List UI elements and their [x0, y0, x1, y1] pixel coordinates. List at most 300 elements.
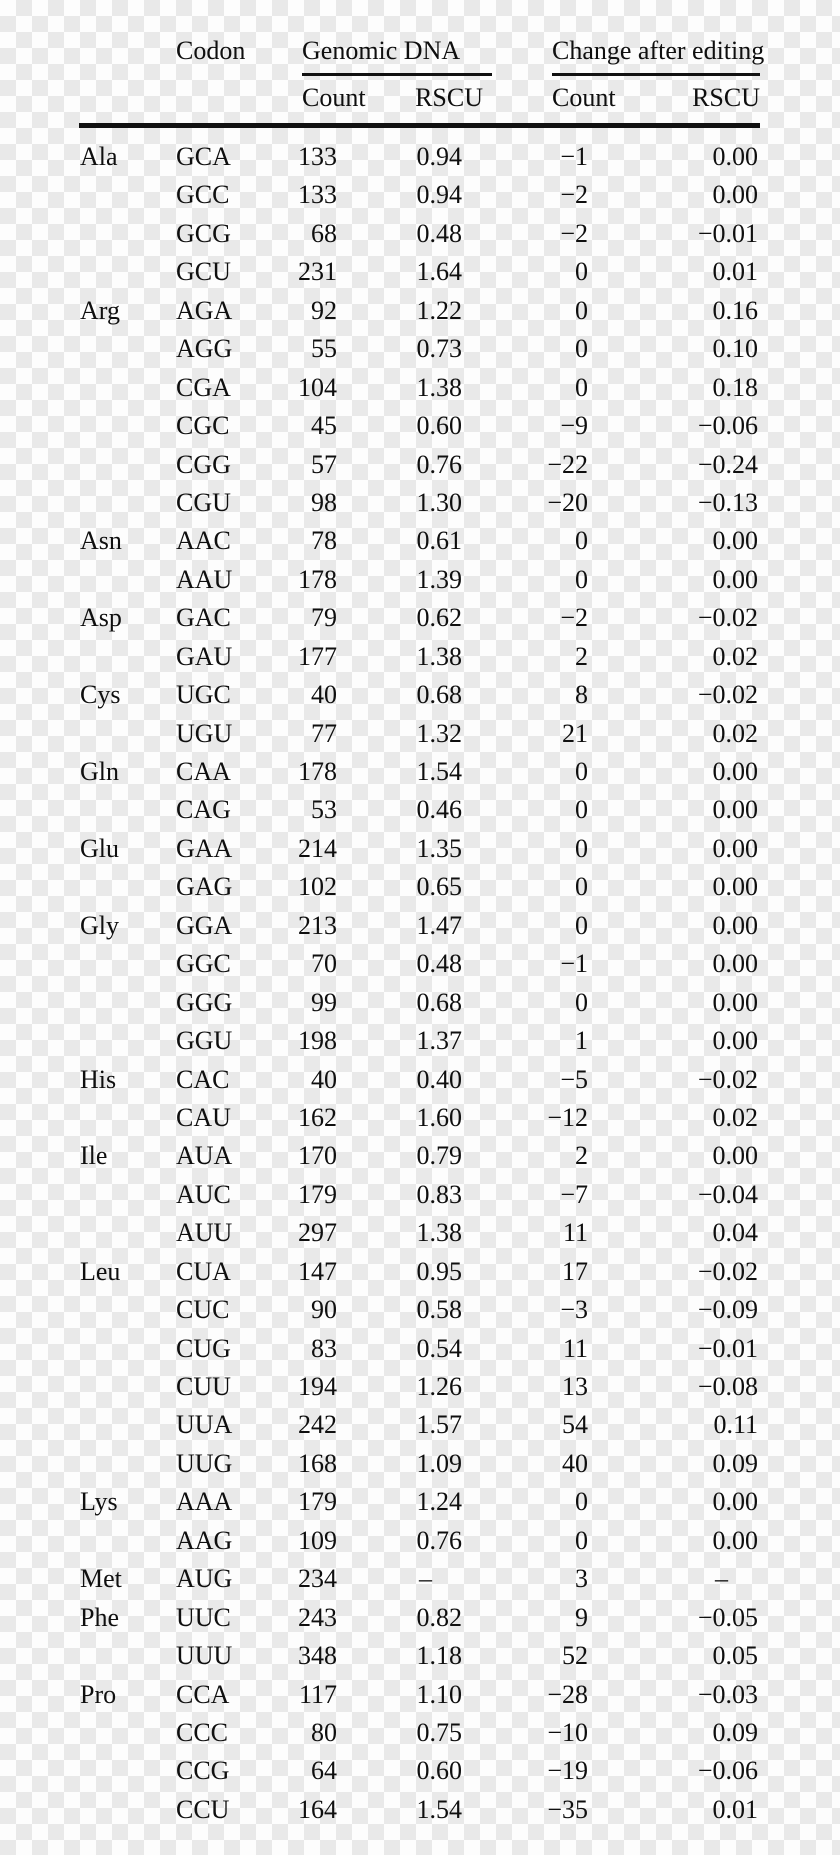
amino-acid-label — [79, 1214, 176, 1252]
genomic-rscu-cell: 1.38 — [416, 1218, 462, 1248]
column-header-change-rscu: RSCU — [692, 83, 760, 112]
genomic-rscu-cell: 0.48 — [416, 218, 462, 248]
genomic-count-cell: 133 — [298, 180, 337, 210]
amino-acid-label — [79, 638, 176, 676]
amino-acid-label: Gln — [80, 757, 119, 786]
genomic-count-cell: 53 — [311, 795, 337, 825]
change-count-cell: 2 — [575, 641, 588, 671]
amino-acid-label — [79, 1368, 176, 1406]
change-rscu-cell: 0.16 — [712, 295, 758, 325]
change-count-cell: −2 — [560, 218, 588, 248]
genomic-rscu-cell: 1.38 — [416, 641, 462, 671]
codon-cell: GCU — [176, 257, 231, 287]
table-row — [79, 1176, 760, 1214]
change-rscu-cell: −0.01 — [697, 218, 758, 248]
amino-acid-label — [79, 1445, 176, 1483]
codon-cell: AUA — [176, 1141, 233, 1171]
amino-acid-label: Glu — [80, 833, 119, 863]
amino-acid-label: Ala — [80, 142, 118, 171]
codon-cell: UUA — [176, 1410, 233, 1440]
genomic-rscu-cell: 0.76 — [416, 1525, 462, 1555]
table-row — [79, 984, 760, 1022]
table-row — [79, 369, 760, 407]
change-rscu-cell: 0.00 — [712, 910, 758, 940]
change-rscu-cell: −0.02 — [697, 1256, 758, 1286]
genomic-rscu-cell: 1.54 — [416, 757, 462, 786]
change-count-cell: −22 — [547, 449, 588, 479]
genomic-count-cell: 104 — [298, 372, 337, 402]
change-count-cell: 0 — [575, 872, 588, 902]
genomic-count-cell: 40 — [311, 680, 337, 710]
codon-cell: AGA — [176, 295, 233, 325]
codon-cell: GAA — [176, 833, 233, 863]
genomic-count-cell: 179 — [298, 1179, 337, 1209]
change-rscu-cell: – — [715, 1564, 728, 1594]
genomic-count-cell: 348 — [298, 1641, 337, 1671]
change-count-cell: 3 — [575, 1564, 588, 1594]
change-count-cell: 0 — [575, 257, 588, 287]
table-row — [79, 1137, 760, 1175]
table-row — [79, 1483, 760, 1521]
change-count-cell: 11 — [562, 1218, 588, 1248]
amino-acid-label — [79, 1714, 176, 1752]
codon-cell: GAU — [176, 641, 233, 671]
amino-acid-label — [79, 369, 176, 407]
table-row — [79, 253, 760, 291]
amino-acid-label — [79, 791, 176, 829]
table-row — [79, 1560, 760, 1598]
table-row — [79, 715, 760, 753]
genomic-rscu-cell: 1.37 — [416, 1026, 462, 1056]
change-rscu-cell: −0.01 — [697, 1333, 758, 1363]
genomic-count-cell: 164 — [298, 1794, 337, 1824]
codon-cell: CGC — [176, 411, 230, 441]
codon-cell: CCA — [176, 1679, 230, 1709]
genomic-rscu-cell: 0.40 — [416, 1064, 462, 1094]
change-rscu-cell: −0.06 — [697, 411, 758, 441]
column-header-change-count: Count — [552, 83, 616, 112]
codon-cell: AAA — [176, 1487, 233, 1517]
genomic-count-cell: 133 — [298, 142, 337, 171]
codon-cell: CAU — [176, 1102, 231, 1132]
genomic-rscu-cell: 0.62 — [416, 603, 462, 633]
codon-cell: GCA — [176, 142, 231, 171]
table-row — [79, 407, 760, 445]
genomic-count-cell: 147 — [298, 1256, 337, 1286]
codon-cell: GCC — [176, 180, 230, 210]
genomic-rscu-cell: 0.76 — [416, 449, 462, 479]
amino-acid-label — [79, 1291, 176, 1329]
codon-cell: GAC — [176, 603, 231, 633]
genomic-rscu-cell: 1.32 — [416, 718, 462, 748]
codon-cell: CUA — [176, 1256, 231, 1286]
codon-cell: CAC — [176, 1064, 230, 1094]
codon-cell: CCG — [176, 1756, 230, 1786]
change-rscu-cell: 0.01 — [712, 257, 758, 287]
change-count-cell: 0 — [575, 334, 588, 364]
table-row — [79, 1330, 760, 1368]
amino-acid-label: Asn — [80, 526, 122, 556]
change-rscu-cell: 0.09 — [712, 1717, 758, 1747]
change-count-cell: 11 — [562, 1333, 588, 1363]
codon-cell: UGU — [176, 718, 233, 748]
codon-cell: CUU — [176, 1372, 231, 1401]
amino-acid-label — [79, 253, 176, 291]
change-rscu-cell: 0.00 — [712, 833, 758, 863]
genomic-rscu-cell: 0.68 — [416, 987, 462, 1017]
genomic-rscu-cell: 1.24 — [416, 1487, 462, 1517]
genomic-rscu-cell: 1.64 — [416, 257, 462, 287]
change-rscu-cell: 0.02 — [712, 1102, 758, 1132]
change-rscu-cell: 0.00 — [712, 526, 758, 556]
genomic-rscu-cell: 1.22 — [416, 295, 462, 325]
change-count-cell: 0 — [575, 795, 588, 825]
genomic-rscu-cell: 0.58 — [416, 1295, 462, 1325]
change-rscu-cell: 0.01 — [712, 1794, 758, 1824]
genomic-count-cell: 242 — [298, 1410, 337, 1440]
table-row — [79, 1368, 760, 1406]
table-row — [79, 1637, 760, 1675]
change-count-cell: −28 — [547, 1679, 588, 1709]
genomic-rscu-cell: 0.75 — [416, 1717, 462, 1747]
table-row — [79, 1676, 760, 1714]
table-body — [79, 138, 760, 1829]
amino-acid-label: Lys — [80, 1487, 118, 1517]
genomic-count-cell: 40 — [311, 1064, 337, 1094]
table-row — [79, 753, 760, 791]
table-row — [79, 945, 760, 983]
codon-cell: GGU — [176, 1026, 233, 1056]
change-rscu-cell: 0.00 — [712, 180, 758, 210]
change-rscu-cell: 0.18 — [712, 372, 758, 402]
genomic-count-cell: 45 — [311, 411, 337, 441]
genomic-count-cell: 194 — [298, 1372, 337, 1401]
table-row — [79, 292, 760, 330]
genomic-count-cell: 198 — [298, 1026, 337, 1056]
change-count-cell: 40 — [562, 1448, 588, 1478]
genomic-rscu-cell: 1.38 — [416, 372, 462, 402]
genomic-count-cell: 80 — [311, 1717, 337, 1747]
amino-acid-label — [79, 868, 176, 906]
change-count-cell: −3 — [560, 1295, 588, 1325]
change-count-cell: 8 — [575, 680, 588, 710]
amino-acid-label: Ile — [80, 1141, 108, 1171]
genomic-count-cell: 77 — [311, 718, 337, 748]
genomic-count-cell: 90 — [311, 1295, 337, 1325]
genomic-count-cell: 214 — [298, 833, 337, 863]
change-count-cell: −1 — [560, 949, 588, 979]
genomic-count-cell: 234 — [298, 1564, 337, 1594]
change-rscu-cell: 0.00 — [712, 1141, 758, 1171]
codon-cell: AUG — [176, 1564, 233, 1594]
table-row — [79, 1522, 760, 1560]
codon-cell: GGA — [176, 910, 233, 940]
genomic-rscu-cell: 0.46 — [416, 795, 462, 825]
codon-cell: UGC — [176, 680, 231, 710]
change-count-cell: 0 — [575, 372, 588, 402]
genomic-rscu-cell: 0.73 — [416, 334, 462, 364]
change-count-cell: 0 — [575, 1487, 588, 1517]
table-row — [79, 138, 760, 176]
genomic-count-cell: 70 — [311, 949, 337, 979]
genomic-count-cell: 168 — [298, 1448, 337, 1478]
genomic-rscu-cell: 0.60 — [416, 1756, 462, 1786]
table-row — [79, 638, 760, 676]
change-rscu-cell: −0.04 — [697, 1179, 758, 1209]
change-rscu-cell: −0.03 — [697, 1679, 758, 1709]
genomic-count-cell: 99 — [311, 987, 337, 1017]
amino-acid-label: Cys — [80, 680, 121, 710]
genomic-count-cell: 79 — [311, 603, 337, 633]
genomic-count-cell: 83 — [311, 1333, 337, 1363]
change-count-cell: 0 — [575, 910, 588, 940]
change-count-cell: −35 — [547, 1794, 588, 1824]
change-count-cell: −10 — [547, 1717, 588, 1747]
table-row — [79, 1253, 760, 1291]
amino-acid-label — [79, 176, 176, 214]
codon-cell: CGU — [176, 487, 231, 517]
amino-acid-label — [79, 484, 176, 522]
codon-cell: GGG — [176, 987, 233, 1017]
genomic-count-cell: 297 — [298, 1218, 337, 1248]
genomic-count-cell: 55 — [311, 334, 337, 364]
change-rscu-cell: −0.02 — [697, 603, 758, 633]
genomic-count-cell: 243 — [298, 1602, 337, 1632]
change-count-cell: 0 — [575, 564, 588, 594]
codon-cell: CGG — [176, 449, 231, 479]
table-row — [79, 1406, 760, 1444]
table-row — [79, 446, 760, 484]
change-count-cell: 2 — [575, 1141, 588, 1171]
amino-acid-label — [79, 446, 176, 484]
genomic-rscu-cell: 0.65 — [416, 872, 462, 902]
table-row — [79, 1599, 760, 1637]
codon-cell: AGG — [176, 334, 233, 364]
change-rscu-cell: 0.05 — [712, 1641, 758, 1671]
amino-acid-label — [79, 1791, 176, 1829]
genomic-rscu-cell: 0.94 — [416, 180, 462, 210]
codon-cell: CCC — [176, 1717, 229, 1747]
change-rscu-cell: 0.02 — [712, 641, 758, 671]
genomic-rscu-cell: 0.60 — [416, 411, 462, 441]
amino-acid-label: Met — [80, 1564, 122, 1594]
change-count-cell: 0 — [575, 295, 588, 325]
amino-acid-label: Phe — [80, 1602, 119, 1632]
change-rscu-cell: 0.00 — [712, 1487, 758, 1517]
amino-acid-label — [79, 1176, 176, 1214]
change-count-cell: 0 — [575, 987, 588, 1017]
genomic-rscu-cell: 1.57 — [416, 1410, 462, 1440]
genomic-rscu-cell: 0.68 — [416, 680, 462, 710]
change-rscu-cell: 0.00 — [712, 795, 758, 825]
change-count-cell: −7 — [560, 1179, 588, 1209]
amino-acid-label — [79, 715, 176, 753]
amino-acid-label — [79, 1406, 176, 1444]
change-count-cell: 0 — [575, 1525, 588, 1555]
genomic-count-cell: 231 — [298, 257, 337, 287]
change-count-cell: 1 — [575, 1026, 588, 1056]
table-row — [79, 1445, 760, 1483]
table-row — [79, 1214, 760, 1252]
genomic-rscu-cell: 0.79 — [416, 1141, 462, 1171]
column-header-genomic-count: Count — [302, 83, 366, 112]
codon-cell: GAG — [176, 872, 233, 902]
change-rscu-cell: 0.09 — [712, 1448, 758, 1478]
amino-acid-label — [79, 215, 176, 253]
table-head-rule — [79, 123, 760, 128]
change-count-cell: 52 — [562, 1641, 588, 1671]
amino-acid-label — [79, 945, 176, 983]
genomic-rscu-cell: 0.82 — [416, 1602, 462, 1632]
genomic-count-cell: 102 — [298, 872, 337, 902]
table-row — [79, 176, 760, 214]
table-row — [79, 1714, 760, 1752]
genomic-count-cell: 117 — [298, 1679, 337, 1709]
genomic-count-cell: 64 — [311, 1756, 337, 1786]
genomic-rscu-cell: 0.95 — [416, 1256, 462, 1286]
codon-cell: UUG — [176, 1448, 233, 1478]
change-after-editing-group-underline — [552, 73, 760, 76]
change-rscu-cell: −0.02 — [697, 680, 758, 710]
column-group-header-genomic-dna: Genomic DNA — [302, 36, 461, 65]
column-group-header-change-after-editing: Change after editing — [552, 36, 765, 65]
codon-cell: AAU — [176, 564, 233, 594]
genomic-count-cell: 178 — [298, 564, 337, 594]
codon-cell: CGA — [176, 372, 231, 402]
change-count-cell: −1 — [560, 142, 588, 171]
table-row — [79, 1791, 760, 1829]
codon-cell: AAG — [176, 1525, 233, 1555]
amino-acid-label — [79, 1752, 176, 1790]
table-row — [79, 599, 760, 637]
change-rscu-cell: −0.09 — [697, 1295, 758, 1325]
change-count-cell: −9 — [560, 411, 588, 441]
codon-cell: CAA — [176, 757, 231, 786]
table-row — [79, 215, 760, 253]
amino-acid-label: Leu — [80, 1256, 121, 1286]
change-count-cell: 0 — [575, 526, 588, 556]
codon-cell: GCG — [176, 218, 231, 248]
genomic-rscu-cell: 1.18 — [416, 1641, 462, 1671]
change-rscu-cell: 0.10 — [712, 334, 758, 364]
genomic-rscu-cell: 1.39 — [416, 564, 462, 594]
change-rscu-cell: −0.02 — [697, 1064, 758, 1094]
table-row — [79, 1752, 760, 1790]
table-row — [79, 1061, 760, 1099]
amino-acid-label — [79, 1022, 176, 1060]
change-rscu-cell: 0.00 — [712, 564, 758, 594]
genomic-rscu-cell: 1.35 — [416, 833, 462, 863]
codon-cell: CCU — [176, 1794, 230, 1824]
amino-acid-label — [79, 1330, 176, 1368]
amino-acid-label: Gly — [80, 910, 119, 940]
table-row — [79, 561, 760, 599]
amino-acid-label: Pro — [80, 1679, 117, 1709]
genomic-count-cell: 78 — [311, 526, 337, 556]
change-count-cell: −19 — [547, 1756, 588, 1786]
change-count-cell: 13 — [562, 1372, 588, 1401]
table-row — [79, 868, 760, 906]
codon-cell: AUU — [176, 1218, 233, 1248]
genomic-count-cell: 162 — [298, 1102, 337, 1132]
change-rscu-cell: 0.00 — [712, 1525, 758, 1555]
change-rscu-cell: 0.11 — [713, 1410, 758, 1440]
change-count-cell: 0 — [575, 833, 588, 863]
genomic-count-cell: 170 — [298, 1141, 337, 1171]
amino-acid-label: His — [80, 1064, 117, 1094]
change-count-cell: 17 — [562, 1256, 588, 1286]
change-count-cell: 9 — [575, 1602, 588, 1632]
change-count-cell: −2 — [560, 180, 588, 210]
change-count-cell: −2 — [560, 603, 588, 633]
codon-cell: GGC — [176, 949, 231, 979]
change-rscu-cell: 0.04 — [712, 1218, 758, 1248]
table-row — [79, 330, 760, 368]
change-rscu-cell: 0.00 — [712, 757, 758, 786]
table-row — [79, 1022, 760, 1060]
amino-acid-label — [79, 984, 176, 1022]
table-row — [79, 830, 760, 868]
change-rscu-cell: −0.08 — [697, 1372, 758, 1401]
genomic-count-cell: 68 — [311, 218, 337, 248]
codon-cell: CAG — [176, 795, 231, 825]
change-rscu-cell: 0.00 — [712, 142, 758, 171]
genomic-count-cell: 179 — [298, 1487, 337, 1517]
codon-cell: AUC — [176, 1179, 231, 1209]
amino-acid-label — [79, 1099, 176, 1137]
genomic-rscu-cell: 1.26 — [416, 1372, 462, 1401]
genomic-rscu-cell: 1.10 — [416, 1679, 462, 1709]
change-count-cell: −5 — [560, 1064, 588, 1094]
table-row — [79, 1099, 760, 1137]
genomic-rscu-cell: – — [419, 1564, 432, 1594]
genomic-count-cell: 98 — [311, 487, 337, 517]
table-row — [79, 676, 760, 714]
change-rscu-cell: 0.00 — [712, 949, 758, 979]
genomic-rscu-cell: 0.61 — [416, 526, 462, 556]
genomic-rscu-cell: 1.60 — [416, 1102, 462, 1132]
genomic-rscu-cell: 0.94 — [416, 142, 462, 171]
amino-acid-label — [79, 1522, 176, 1560]
genomic-count-cell: 109 — [298, 1525, 337, 1555]
genomic-rscu-cell: 1.54 — [416, 1794, 462, 1824]
change-rscu-cell: 0.02 — [712, 718, 758, 748]
table-row — [79, 907, 760, 945]
column-header-codon: Codon — [176, 36, 246, 65]
amino-acid-label — [79, 561, 176, 599]
amino-acid-label: Asp — [80, 603, 122, 633]
codon-cell: AAC — [176, 526, 231, 556]
codon-usage-table — [79, 0, 765, 1855]
genomic-rscu-cell: 0.83 — [416, 1179, 462, 1209]
genomic-count-cell: 92 — [311, 295, 337, 325]
codon-cell: CUC — [176, 1295, 230, 1325]
column-header-genomic-rscu: RSCU — [415, 83, 483, 112]
table-row — [79, 484, 760, 522]
change-rscu-cell: 0.00 — [712, 1026, 758, 1056]
table-row — [79, 522, 760, 560]
change-count-cell: −12 — [547, 1102, 588, 1132]
genomic-count-cell: 177 — [298, 641, 337, 671]
genomic-rscu-cell: 1.09 — [416, 1448, 462, 1478]
genomic-dna-group-underline — [302, 73, 492, 76]
change-count-cell: 21 — [562, 718, 588, 748]
genomic-count-cell: 57 — [311, 449, 337, 479]
change-count-cell: 54 — [562, 1410, 588, 1440]
amino-acid-label — [79, 407, 176, 445]
change-rscu-cell: 0.00 — [712, 872, 758, 902]
genomic-rscu-cell: 1.47 — [416, 910, 462, 940]
